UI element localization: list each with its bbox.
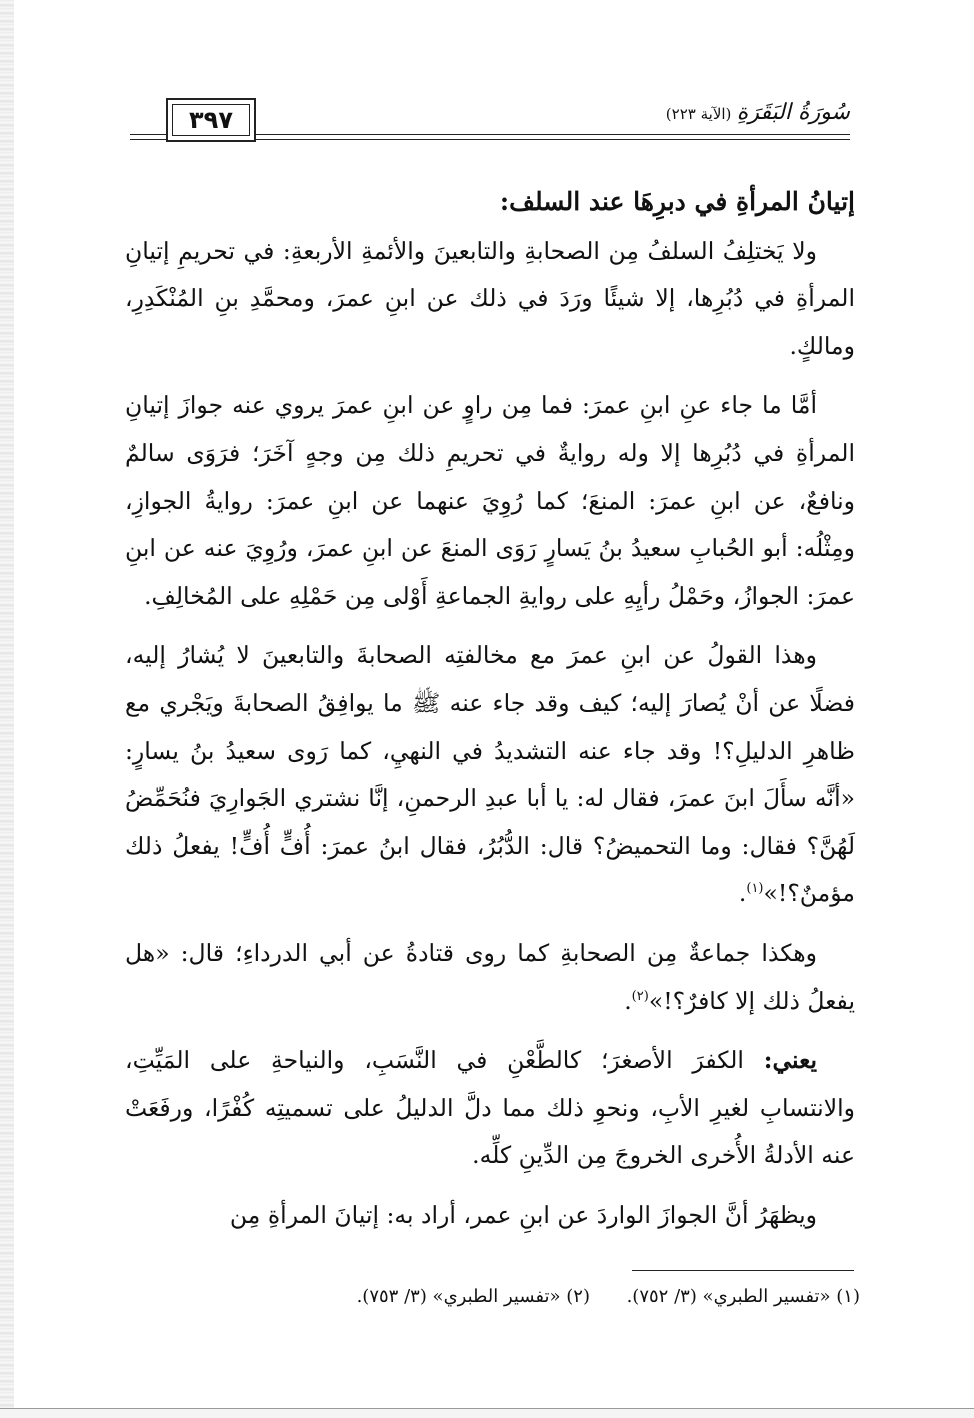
footnote-2: (٢) «تفسير الطبري» (٣/ ٧٥٣). [356, 1286, 590, 1307]
paragraph-6: ويظهَرُ أنَّ الجوازَ الواردَ عن ابنِ عمر، أراد به: إتيانَ المرأةِ مِن [229, 1200, 817, 1229]
footnote-mark-2: (٢) [631, 988, 649, 1004]
paragraph-1: ولا يَختلِفُ السلفُ مِن الصحابةِ والتابعينَ والأئمةِ الأربعةِ: في تحريمِ إتيانِ المرأةِ في دُبُرِها، إلا شيئًا ورَدَ في ذلك عن ابنِ عمرَ، ومحمَّدِ بنِ المُنْكَدِرِ، ومالكٍ. [125, 236, 855, 360]
main-text [125, 178, 855, 1251]
running-head [656, 100, 850, 125]
paragraph-4-text: وهكذا جماعةٌ مِن الصحابةِ كما روى قتادةُ عن أبي الدرداءِ؛ قال: «هل يفعلُ ذلك إلا كافرٌ؟!» [125, 938, 855, 1015]
footnote-divider [632, 1270, 854, 1271]
paragraph-3: وهذا القولُ عن ابنِ عمرَ مع مخالفتِه الصحابةَ والتابعينَ لا يُشارُ إليه، فضلًا عن أنْ يُصارَ إليه؛ كيف وقد جاء عنه ﷺ ما يوافِقُ الصحابةَ ويَجْري مع ظاهرِ الدليلِ؟! وقد جاء عنه التشديدُ في النهيِ، كما رَوى سعيدُ بنُ يسارٍ: «أنَّه سأَلَ ابنَ عمرَ، فقال له: يا أبا عبدِ الرحمنِ، إنَّا نشتري الجَوارِيَ فنُحَمِّضُ لَهُنَّ؟ فقال: وما التحميضُ؟ قال: الدُّبُرُ، فقال ابنُ عمرَ: أُفٍّ أُفٍّ! يفعلُ ذلك مؤمنٌ؟!»$^{(١)}$. [125, 641, 855, 908]
lead-word: يعني: [763, 1046, 817, 1075]
scan-edge-left [0, 0, 14, 1417]
paragraph-5 [125, 1037, 855, 1180]
surah-title: سُورَةُ البَقَرَةِ [736, 100, 850, 125]
page-number-frame [166, 98, 256, 142]
page-header [130, 98, 850, 144]
ayah-reference: (الآية ٢٢٣) [665, 105, 732, 123]
footnote-1: (١) «تفسير الطبري» (٣/ ٧٥٢). [626, 1286, 860, 1307]
section-heading: إتيانُ المرأةِ في دبرِهَا عند السلف: [499, 187, 855, 216]
paragraph-2: أمَّا ما جاء عنِ ابنِ عمرَ: فما مِن راوٍ عن ابنِ عمرَ يروي عنه جوازَ إتيانِ المرأةِ في دُبُرِها إلا وله روايةٌ في تحريمِ ذلك مِن وجهٍ آخَرَ؛ فرَوَى سالمٌ ونافعٌ، عن ابنِ عمرَ: المنعَ؛ كما رُوِيَ عنهما عن ابنِ عمرَ: روايةُ الجوازِ، ومِثْلُه: أبو الحُبابِ سعيدُ بنُ يَسارٍ رَوَى المنعَ عن ابنِ عمرَ، ورُوِيَ عنه عن ابنِ عمرَ: الجوازُ، وحَمْلُ رأيِهِ على روايةِ الجماعةِ أَوْلى مِن حَمْلِهِ على المُخالِفِ. [125, 391, 855, 610]
page-number: ٣٩٧ [172, 104, 250, 136]
footnotes [140, 1282, 860, 1312]
paragraph-5-text: الكفرَ الأصغرَ؛ كالطَّعْنِ في النَّسَبِ، والنياحةِ على المَيِّتِ، والانتسابِ لغيرِ الأبِ، ونحوِ ذلك مما دلَّ الدليلُ على تسميتِه كُفْرًا، ورفَعَتْ عنه الأدلةُ الأُخرى الخروجَ مِن الدِّينِ كلِّه. [125, 1046, 855, 1170]
footnote-mark-1: (١) [746, 881, 764, 897]
paragraph-3-text: وهذا القولُ عن ابنِ عمرَ مع مخالفتِه الصحابةَ والتابعينَ لا يُشارُ إليه، فضلًا عن أنْ يُصارَ إليه؛ كيف وقد جاء عنه ﷺ ما يوافِقُ الصحابةَ ويَجْري مع ظاهرِ الدليلِ؟! وقد جاء عنه التشديدُ في النهيِ، كما رَوى سعيدُ بنُ يسارٍ: «أنَّه سأَلَ ابنَ عمرَ، فقال له: يا أبا عبدِ الرحمنِ، إنَّا نشتري الجَوارِيَ فنُحَمِّضُ لَهُنَّ؟ فقال: وما التحميضُ؟ قال: الدُّبُرُ، فقال ابنُ عمرَ: أُفٍّ أُفٍّ! يفعلُ ذلك مؤمنٌ؟!» [125, 641, 855, 908]
paragraph-4: وهكذا جماعةٌ مِن الصحابةِ كما روى قتادةُ عن أبي الدرداءِ؛ قال: «هل يفعلُ ذلك إلا كافرٌ؟!»$^{(٢)}$. [125, 938, 855, 1015]
